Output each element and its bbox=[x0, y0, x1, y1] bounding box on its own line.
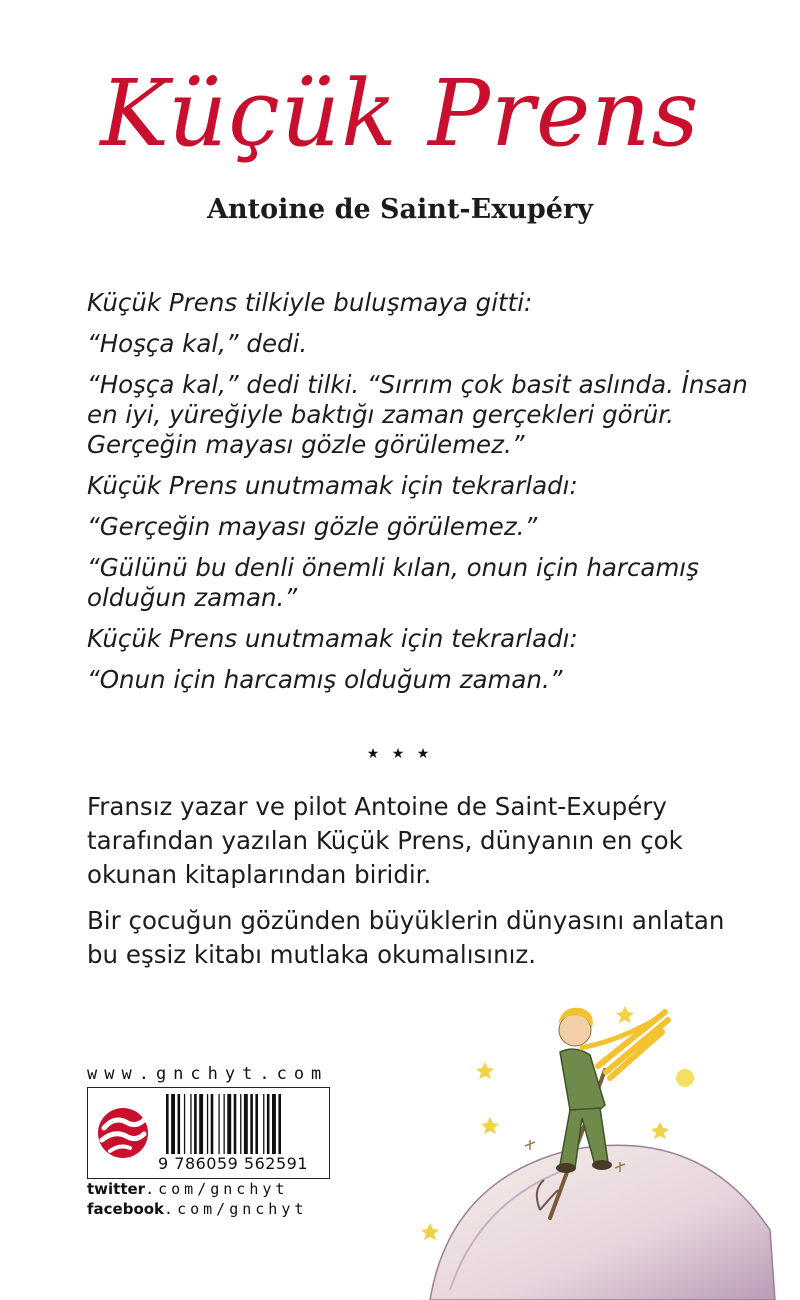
description-paragraph: Fransız yazar ve pilot Antoine de Saint-Exupéry tarafından yazılan Küçük Prens, dünyanın en çok okunan kitaplarından biridir. bbox=[87, 792, 683, 889]
barcode-box bbox=[87, 1087, 330, 1179]
quote-line: Küçük Prens tilkiyle buluşmaya gitti: bbox=[87, 288, 533, 317]
twitter-brand: twitter bbox=[87, 1180, 146, 1198]
twitter-url: .com/gnchyt bbox=[145, 1180, 289, 1198]
description-paragraph: Bir çocuğun gözünden büyüklerin dünyasını anlatan bu eşsiz kitabı mutlaka okumalısınız. bbox=[87, 906, 725, 969]
book-title: Küçük Prens bbox=[100, 60, 700, 167]
facebook-handle bbox=[87, 1200, 307, 1218]
quote-line: “Gerçeğin mayası gözle görülemez.” bbox=[87, 512, 538, 541]
quote-line: Küçük Prens unutmamak için tekrarladı: bbox=[87, 624, 578, 653]
quote-line: “Hoşça kal,” dedi tilki. “Sırrım çok basit aslında. İnsan en iyi, yüreğiyle baktığı zaman gerçekleri görür. Gerçeğin mayası gözle görülemez.” bbox=[87, 370, 748, 459]
quote-line: Küçük Prens unutmamak için tekrarladı: bbox=[87, 471, 578, 500]
publisher-website: www.gnchyt.com bbox=[87, 1064, 329, 1084]
section-separator: ★ ★ ★ bbox=[366, 746, 434, 762]
twitter-handle bbox=[87, 1180, 288, 1198]
barcode-number: 9 786059 562591 bbox=[158, 1154, 309, 1173]
book-author: Antoine de Saint-Exupéry bbox=[207, 194, 593, 225]
quote-block bbox=[87, 288, 767, 706]
quote-line: “Onun için harcamış olduğum zaman.” bbox=[87, 665, 563, 694]
book-description bbox=[87, 790, 747, 984]
barcode-icon bbox=[164, 1094, 324, 1154]
little-prince-on-planet-icon bbox=[410, 1000, 800, 1300]
facebook-url: .com/gnchyt bbox=[164, 1200, 308, 1218]
facebook-brand: facebook bbox=[87, 1200, 165, 1218]
quote-line: “Hoşça kal,” dedi. bbox=[87, 329, 308, 358]
publisher-logo-icon bbox=[96, 1106, 150, 1160]
quote-line: “Gülünü bu denli önemli kılan, onun için harcamış olduğun zaman.” bbox=[87, 553, 699, 612]
